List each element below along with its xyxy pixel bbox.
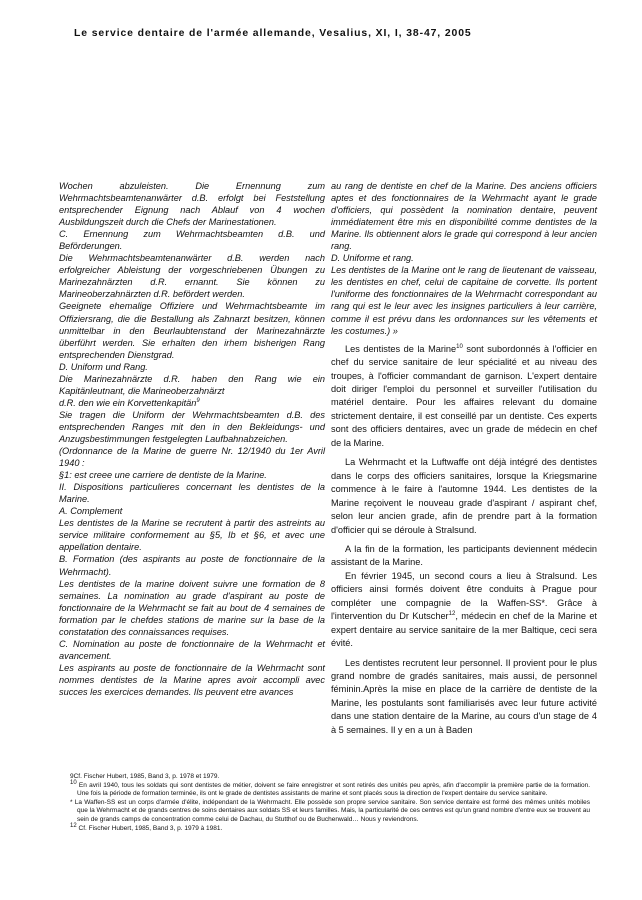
paragraph: C. Nomination au poste de fonctionnaire de la Wehrmacht et avancement. xyxy=(59,638,325,661)
paragraph: D. Uniforme et rang. xyxy=(331,253,414,264)
footnote-number: 12 xyxy=(70,822,77,829)
paragraph: Les dentistes de la Marine se recrutent à partir des astreints au service militaire conformement au §5, Ib et §6, et avec une appellation dentaire. xyxy=(59,518,325,553)
paragraph xyxy=(59,397,325,409)
footnotes xyxy=(70,773,590,833)
paragraph: (Ordonnance de la Marine de guerre Nr. 12/1940 du 1er Avril 1940 : xyxy=(59,446,325,469)
text-run: d.R. den wie ein Korvettenkapitän xyxy=(59,397,197,408)
footnote: 9Cf. Fischer Hubert, 1985, Band 3, p. 1978 et 1979. xyxy=(70,773,220,780)
paragraph: Les dentistes de la marine doivent suivre une formation de 8 semaines. La nomination au grade d'aspirant au poste de fonctionnaire de la Wehrmacht se fait au bout de 4 semaines de formation par le chefdes stations de marine sur la base de la constatation des connaissances requises. xyxy=(59,578,325,637)
paragraph: Les aspirants au poste de fonctionnaire de la Wehrmacht sont nommes dentistes de la Marine apres avoir accompli avec succes les exercices demandes. Ils peuvent etre avances xyxy=(59,662,325,697)
footnote-text: Cf. Fischer Hubert, 1985, Band 3, p. 1979 à 1981. xyxy=(76,824,223,832)
footnote-ref: 10 xyxy=(456,343,463,350)
running-header: Le service dentaire de l'armée allemande, Vesalius, XI, I, 38-47, 2005 xyxy=(74,28,472,39)
paragraph: A. Complement xyxy=(59,506,123,517)
paragraph: La Wehrmacht et la Luftwaffe ont déjà intégré des dentistes dans le corps des officiers sanitaires, lorsque la Kriegsmarine commence à le faire à l'automne 1944. Les dentistes de la Marine reçoivent le nouveau grade d'aspirant / aspirant chef, selon leur ancien grade, afin de prendre part à la formation d'officier qui se déroule à Stralsund. xyxy=(331,457,597,535)
text-run: Les dentistes de la Marine xyxy=(345,343,457,354)
paragraph xyxy=(331,570,597,651)
footnote xyxy=(70,822,590,834)
right-column xyxy=(331,180,597,737)
paragraph: A la fin de la formation, les participants deviennent médecin assistant de la Marine. xyxy=(331,543,597,568)
paragraph: D. Uniform und Rang. xyxy=(59,361,148,372)
footnote-ref: 9 xyxy=(196,397,200,404)
paragraph: Les dentistes recrutent leur personnel. Il provient pour le plus grand nombre de gradés sanitaires, mais aussi, de personnel féminin.Après la mise en place de la carrière de dentiste de la Marine, les postulants sont familiarisés avec leur future activité dans une station dentaire de la Marine, au cours d'un stage de 4 à 5 semaines. Il y en a un à Baden xyxy=(331,657,597,735)
footnote-ref: 12 xyxy=(448,611,456,618)
text-run: , médecin en chef de la Marine et expert dentaire au service sanitaire de la mer Baltique, ceci sera évité. xyxy=(331,611,597,649)
paragraph: B. Formation (des aspirants au poste de fonctionnaire de la Wehrmacht). xyxy=(59,554,325,577)
paragraph: §1: est creee une carriere de dentiste de la Marine. xyxy=(59,470,267,481)
paragraph: Les dentistes de la Marine ont le rang de lieutenant de vaisseau, les dentistes en chef, celui de capitaine de corvette. Ils portent l'uniforme des fonctionnaires de la Wehrmacht correspondant au rang qui est le leur avec les insignes particuliers à leur carrière, comme il est prévu dans les ordonnances sur les vêtements et les costumes.) » xyxy=(331,265,597,336)
footnote xyxy=(70,779,590,799)
footnote-number: 10 xyxy=(70,779,77,786)
text-run: sont subordonnés à l'officier en chef du service sanitaire de leur spécialité et au niveau des troupes, à l'officier commandant de garnison. L'expert dentaire doit diriger l'emploi du personnel et surveiller l'utilisation du matériel dentaire. Pour les affaires relevant du domaine strictement dentaire, il est conseillé par un dentiste. Ces experts sont des officiers dentaires, avec un grade de médecin en chef de la Marine. xyxy=(331,343,597,448)
left-column xyxy=(59,180,325,698)
paragraph: Geeignete ehemalige Offiziere und Wehrmachtsbeamte im Offiziersrang, die die Bestallung als Zahnarzt besitzen, können unmittelbar in den Beurlaubtenstand der Marinezahnärzte überführt werden. Sie erhalten den irhem bisherigen Rang entsprechenden Dienstgrad. xyxy=(59,301,325,360)
paragraph: Die Marinezahnärzte d.R. haben den Rang wie ein Kapitänleutnant, die Marineoberzahnärzt xyxy=(59,373,325,396)
paragraph: II. Dispositions particulieres concernant les dentistes de la Marine. xyxy=(59,482,325,505)
paragraph: Die Wehrmachtsbeamtenanwärter d.B. werden nach erfolgreicher Ableistung der vorgeschriebenen Übungen zu Marinezahnärzten d.R. ernannt. Sie können zu Marineoberzahnärzten d.R. befördert werden. xyxy=(59,253,325,300)
paragraph: C. Ernennung zum Wehrmachtsbeamten d.B. und Beförderungen. xyxy=(59,229,325,252)
paragraph: Sie tragen die Uniform der Wehrmachtsbeamten d.B. des entsprechenden Ranges mit den in den Bekleidungs- und Anzugsbestimmungen festgelegten Laufbahnabzeichen. xyxy=(59,409,325,444)
paragraph: Wochen abzuleisten. Die Ernennung zum Wehrmachtsbeamtenanwärter d.B. erfolgt bei Feststellung entsprechender Eignung nach Ablauf von 4 wochen Ausbildungszeit durch die Chefs der Marinestationen. xyxy=(59,181,325,228)
paragraph xyxy=(331,343,597,451)
footnote: * La Waffen-SS est un corps d'armée d'élite, indépendant de la Wehrmacht. Elle possède son propre service sanitaire. Son service dentaire est formé des mêmes unités mobiles que la Wehrmacht et de grands centres de soins dentaires aux soldats SS et leurs familles. Mais, la particularité de ces centres est qu'un grand nombre d'entre eux se trouvent au sein de grands camps de concentration comme celui de Dachau, du Stutthof ou de Buchenwald… Nous y reviendrons. xyxy=(70,798,590,823)
footnote-text: En avril 1940, tous les soldats qui sont dentistes de métier, doivent se faire enregistrer et sont retirés des unités peu après, afin d'accomplir la première partie de la formation. Une fois la période de formation terminée, ils ont le grade de dentistes assistants de marine et sont placés sous la direction de l'expert dentaire du service sanitaire. xyxy=(76,781,590,798)
paragraph: au rang de dentiste en chef de la Marine. Des anciens officiers aptes et des fonctionnaires de la Wehrmacht ayant le grade d'officiers, qui possèdent la nomination dentaire, peuvent immédiatement être mis en disponibilité comme dentistes de la Marine. Ils obtiennent alors le grade qui correspond à leur ancien rang. xyxy=(331,181,597,252)
text-run: En février 1945, un second cours a lieu à Stralsund. Les officiers ainsi formés doivent être conduits à Prague pour compléter une compagnie de la Waffen-SS*. Grâce à l'intervention du Dr Kutscher xyxy=(331,570,597,622)
